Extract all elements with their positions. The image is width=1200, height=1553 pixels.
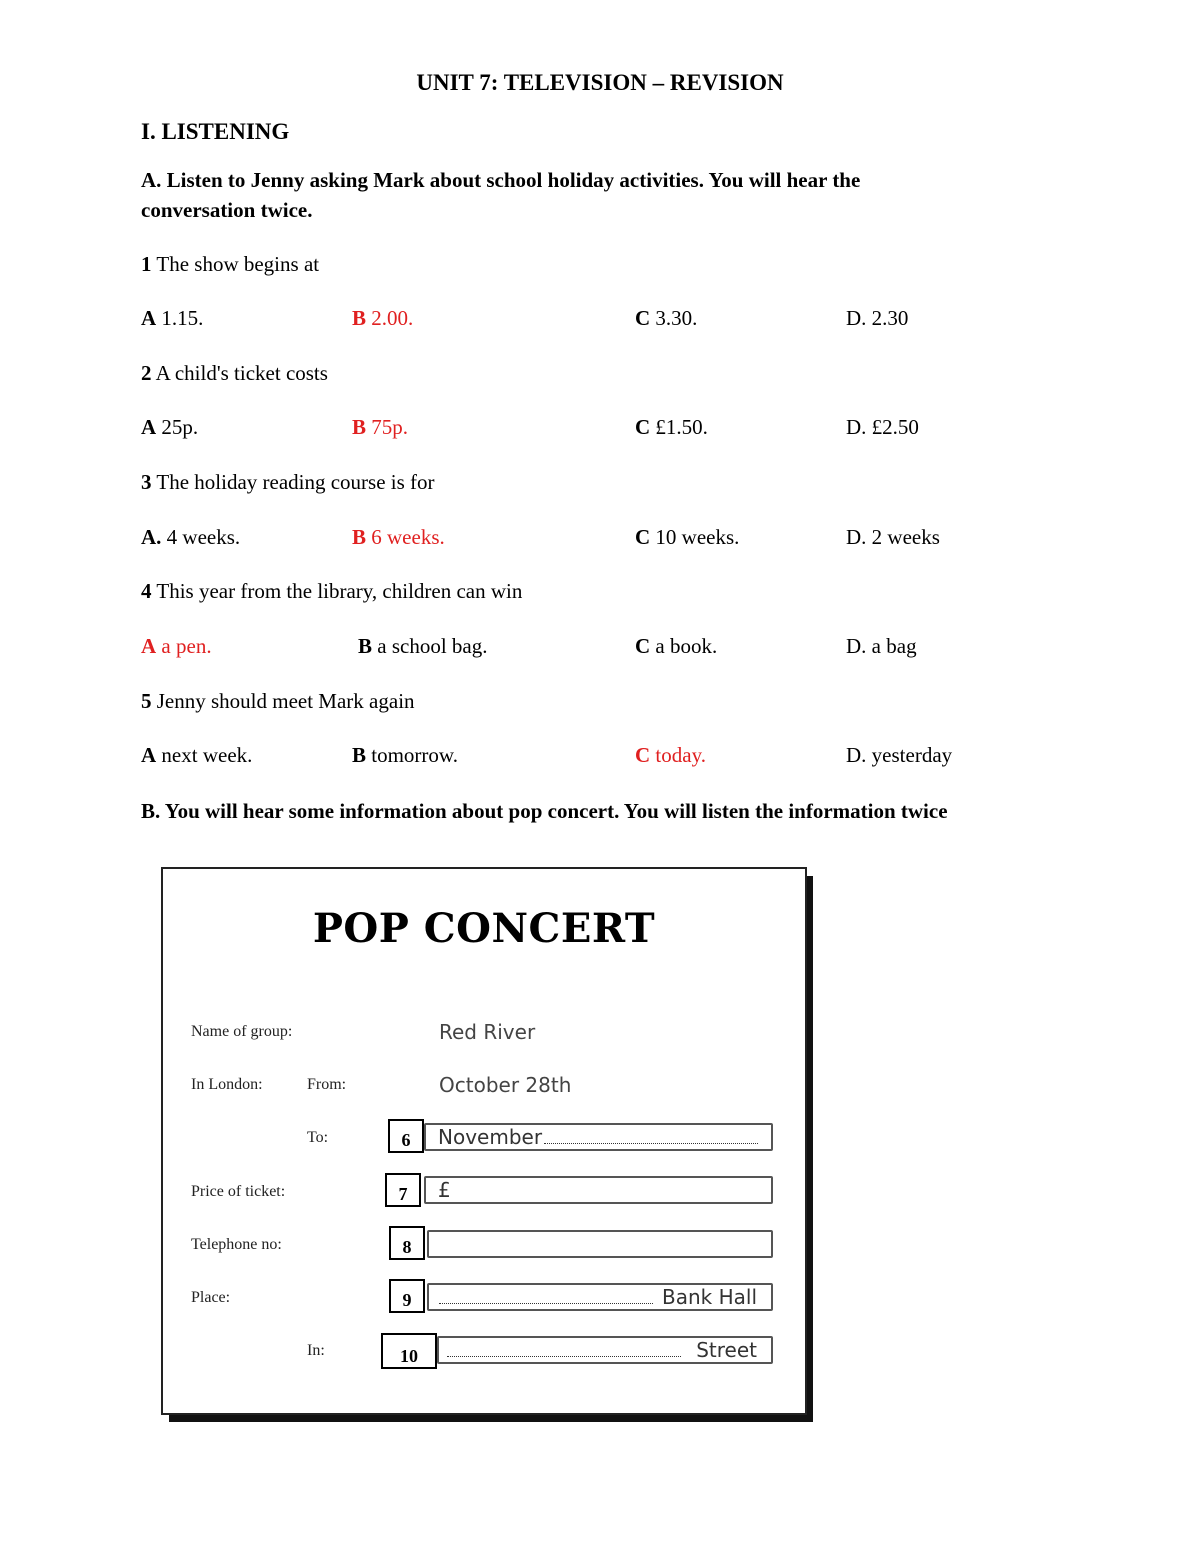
item-9-answer-field[interactable] [427,1283,773,1311]
option-text: 3.30. [655,306,698,330]
option-text: 2.00. [371,306,414,330]
option-text: 6 weeks. [371,525,445,549]
question-text: The show begins at [156,252,320,276]
question-number: 5 [141,689,152,713]
option-letter: B [352,743,367,767]
option-letter: C [635,634,651,658]
q4-option-b[interactable] [358,634,488,659]
item-7-number: 7 [385,1173,421,1207]
question-text: Jenny should meet Mark again [156,689,415,713]
option-text: 1.15. [161,306,204,330]
q1-option-d[interactable] [846,306,908,331]
q1-option-c[interactable] [635,306,697,331]
option-text: a school bag. [377,634,488,658]
answer-line [447,1356,681,1357]
q3-option-d[interactable] [846,525,940,550]
pop-concert-form [161,867,807,1415]
question-4 [141,579,522,604]
question-number: 3 [141,470,152,494]
question-3 [141,470,435,495]
option-text: 25p. [161,415,199,439]
option-letter: C [635,525,651,549]
q5-option-d[interactable] [846,743,952,768]
option-letter: A [141,415,157,439]
option-letter: D. [846,634,867,658]
form-title: POP CONCERT [312,905,656,952]
option-letter: A [141,743,157,767]
option-letter: B [352,415,367,439]
q4-option-c[interactable] [635,634,717,659]
item-10-answer-field[interactable] [437,1336,773,1364]
option-letter: D. [846,415,867,439]
name-of-group-label: Name of group: [191,1023,293,1040]
option-text: a bag [871,634,917,658]
option-text: next week. [161,743,253,767]
item-7-prefix: £ [438,1178,451,1202]
option-letter: B [352,306,367,330]
part-a-instruction-line-1: A. Listen to Jenny asking Mark about school holiday activities. You will hear the [141,168,861,192]
option-text: 75p. [371,415,409,439]
name-of-group-value: Red River [439,1020,536,1044]
question-number: 2 [141,361,152,385]
item-6-number: 6 [388,1119,424,1153]
option-text: £1.50. [655,415,708,439]
item-6-answer-field[interactable] [424,1123,773,1151]
option-text: 2.30 [871,306,909,330]
to-label: To: [307,1129,329,1146]
option-text: 10 weeks. [655,525,740,549]
part-a-instruction-line-2: conversation twice. [141,198,313,222]
option-text: £2.50 [871,415,919,439]
q2-option-d[interactable] [846,415,919,440]
option-text: tomorrow. [371,743,458,767]
item-9-number: 9 [389,1279,425,1313]
option-letter: B [352,525,367,549]
option-text: a pen. [161,634,212,658]
part-b-instruction: B. You will hear some information about pop concert. You will listen the information twice [141,799,948,823]
option-text: 2 weeks [871,525,940,549]
page-title: UNIT 7: TELEVISION – REVISION [416,70,784,95]
question-5 [141,689,415,714]
from-label: From: [307,1076,347,1093]
q4-option-d[interactable] [846,634,917,659]
option-letter: D. [846,306,867,330]
option-text: 4 weeks. [166,525,241,549]
in-london-label: In London: [191,1076,263,1093]
q4-option-a-correct[interactable] [141,634,212,659]
item-7-answer-field[interactable] [424,1176,773,1204]
answer-line [439,1303,653,1304]
q3-option-a[interactable] [141,525,240,550]
option-text: yesterday [871,743,953,767]
item-10-suffix: Street [696,1338,757,1362]
in-label: In: [307,1342,325,1359]
question-number: 1 [141,252,152,276]
item-8-answer-field[interactable] [427,1230,773,1258]
q2-option-a[interactable] [141,415,198,440]
question-number: 4 [141,579,152,603]
section-heading: I. LISTENING [141,119,290,144]
question-text: A child's ticket costs [155,361,328,385]
q2-option-b-correct[interactable] [352,415,408,440]
q1-option-a[interactable] [141,306,203,331]
option-letter: A. [141,525,162,549]
question-2 [141,361,328,386]
option-letter: C [635,306,651,330]
place-label: Place: [191,1289,231,1306]
q2-option-c[interactable] [635,415,708,440]
telephone-label: Telephone no: [191,1236,282,1253]
price-label: Price of ticket: [191,1183,286,1200]
form-card [161,867,807,1415]
option-text: a book. [655,634,718,658]
item-10-number: 10 [381,1333,437,1369]
question-text: The holiday reading course is for [156,470,435,494]
item-9-suffix: Bank Hall [662,1285,757,1309]
option-letter: A [141,634,157,658]
item-8-number: 8 [389,1226,425,1260]
option-text: today. [655,743,706,767]
option-letter: C [635,415,651,439]
from-value: October 28th [439,1073,572,1097]
answer-line [544,1143,758,1144]
option-letter: D. [846,525,867,549]
option-letter: D. [846,743,867,767]
q1-option-b-correct[interactable] [352,306,413,331]
option-letter: B [358,634,373,658]
option-letter: A [141,306,157,330]
q3-option-b-correct[interactable] [352,525,445,550]
question-1 [141,252,319,277]
q5-option-c-correct[interactable] [635,743,706,768]
q5-option-a[interactable] [141,743,252,768]
q5-option-b[interactable] [352,743,458,768]
question-text: This year from the library, children can win [156,579,523,603]
part-a-instruction [141,165,860,225]
item-6-prefix: November [438,1125,543,1149]
q3-option-c[interactable] [635,525,739,550]
option-letter: C [635,743,651,767]
